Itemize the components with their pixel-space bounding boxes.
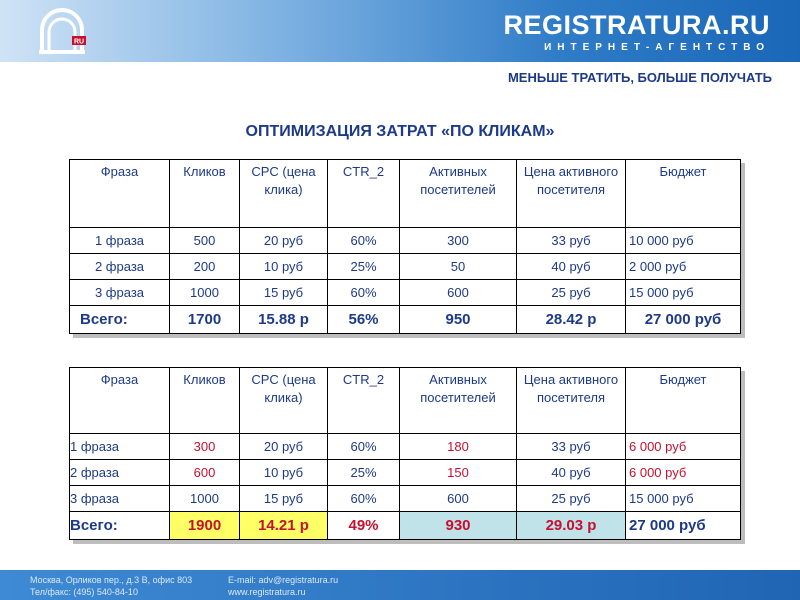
table-cell: 150	[400, 460, 517, 486]
table-cell: 40 руб	[517, 460, 626, 486]
table-cell: 60%	[328, 486, 400, 512]
table-cell: 3 фраза	[70, 486, 170, 512]
table-cell: 2 000 руб	[626, 254, 741, 280]
header-cell: CTR_2	[328, 368, 400, 434]
header-cell: Активных посетителей	[400, 160, 517, 228]
table-cell: 1 фраза	[70, 434, 170, 460]
header-cell: Кликов	[170, 368, 240, 434]
table-cell: 25%	[328, 460, 400, 486]
table-cell: 10 руб	[240, 254, 328, 280]
table-cell: 1 фраза	[70, 228, 170, 254]
table-cell: 25%	[328, 254, 400, 280]
table-total-row	[70, 306, 741, 334]
header-cell: Бюджет	[626, 368, 741, 434]
table-cell: 15 000 руб	[626, 486, 741, 512]
table-cell: 20 руб	[240, 228, 328, 254]
table-cell: 15 руб	[240, 486, 328, 512]
slogan: МЕНЬШЕ ТРАТИТЬ, БОЛЬШЕ ПОЛУЧАТЬ	[507, 70, 772, 85]
table-cell: 1000	[170, 486, 240, 512]
table-cell: 300	[170, 434, 240, 460]
page-title: ОПТИМИЗАЦИЯ ЗАТРАТ «ПО КЛИКАМ»	[245, 123, 555, 140]
table-row	[70, 280, 741, 306]
header-cell: CPC (цена клика)	[240, 368, 328, 434]
table-after	[69, 367, 741, 540]
total-label: Всего:	[70, 512, 170, 540]
header-cell: Кликов	[170, 160, 240, 228]
table-header-row	[70, 160, 741, 228]
header-cell: Цена активного посетителя	[517, 160, 626, 228]
table-cell: 2 фраза	[70, 460, 170, 486]
total-cell: 14.21 р	[240, 512, 328, 540]
footer-address: Москва, Орликов пер., д.3 В, офис 803	[30, 575, 193, 585]
table-cell: 15 руб	[240, 280, 328, 306]
table-cell: 3 фраза	[70, 280, 170, 306]
header-bar	[0, 0, 800, 62]
header-cell: Фраза	[70, 160, 170, 228]
brand-subtitle: ИНТЕРНЕТ-АГЕНТСТВО	[544, 42, 770, 53]
table-row	[70, 434, 741, 460]
total-cell: 49%	[328, 512, 400, 540]
table-row	[70, 228, 741, 254]
total-cell: 1900	[170, 512, 240, 540]
total-cell: 27 000 руб	[626, 306, 741, 334]
header-cell: CPC (цена клика)	[240, 160, 328, 228]
total-cell: 29.03 р	[517, 512, 626, 540]
total-cell: 1700	[170, 306, 240, 334]
total-cell: 950	[400, 306, 517, 334]
table-cell: 60%	[328, 280, 400, 306]
table-row	[70, 486, 741, 512]
total-label: Всего:	[70, 306, 170, 334]
table-cell: 20 руб	[240, 434, 328, 460]
table-cell: 10 руб	[240, 460, 328, 486]
footer-site: www.registratura.ru	[228, 587, 306, 597]
table-before	[69, 159, 741, 334]
table-cell: 25 руб	[517, 280, 626, 306]
footer-online	[228, 574, 338, 598]
footer-contacts	[30, 574, 192, 598]
brand-name: REGISTRATURA.RU	[503, 10, 770, 40]
table-cell: 1000	[170, 280, 240, 306]
table-cell: 33 руб	[517, 434, 626, 460]
table-cell: 33 руб	[517, 228, 626, 254]
footer-phone: Тел/факс: (495) 540-84-10	[30, 587, 138, 597]
table-cell: 200	[170, 254, 240, 280]
header-cell: Цена активного посетителя	[517, 368, 626, 434]
table-header-row	[70, 368, 741, 434]
table-cell: 600	[170, 460, 240, 486]
registratura-logo-icon	[36, 6, 88, 56]
footer-bar	[0, 570, 800, 600]
table-cell: 60%	[328, 434, 400, 460]
table-row	[70, 254, 741, 280]
header-cell: Активных посетителей	[400, 368, 517, 434]
table-row	[70, 460, 741, 486]
table-cell: 6 000 руб	[626, 434, 741, 460]
table-cell: 600	[400, 280, 517, 306]
table-cell: 600	[400, 486, 517, 512]
total-cell: 56%	[328, 306, 400, 334]
table-cell: 2 фраза	[70, 254, 170, 280]
total-cell: 28.42 р	[517, 306, 626, 334]
table-cell: 50	[400, 254, 517, 280]
header-cell: Бюджет	[626, 160, 741, 228]
total-cell: 27 000 руб	[626, 512, 741, 540]
header-cell: CTR_2	[328, 160, 400, 228]
header-cell: Фраза	[70, 368, 170, 434]
table-cell: 40 руб	[517, 254, 626, 280]
table-cell: 300	[400, 228, 517, 254]
logo-badge-text: RU	[73, 38, 85, 46]
table-cell: 180	[400, 434, 517, 460]
total-cell: 930	[400, 512, 517, 540]
table-cell: 25 руб	[517, 486, 626, 512]
brand-block	[504, 10, 771, 53]
footer-email: E-mail: adv@registratura.ru	[228, 575, 339, 585]
table-cell: 60%	[328, 228, 400, 254]
total-cell: 15.88 р	[240, 306, 328, 334]
table-cell: 500	[170, 228, 240, 254]
table-cell: 6 000 руб	[626, 460, 741, 486]
table-cell: 15 000 руб	[626, 280, 741, 306]
table-total-row	[70, 512, 741, 540]
table-cell: 10 000 руб	[626, 228, 741, 254]
